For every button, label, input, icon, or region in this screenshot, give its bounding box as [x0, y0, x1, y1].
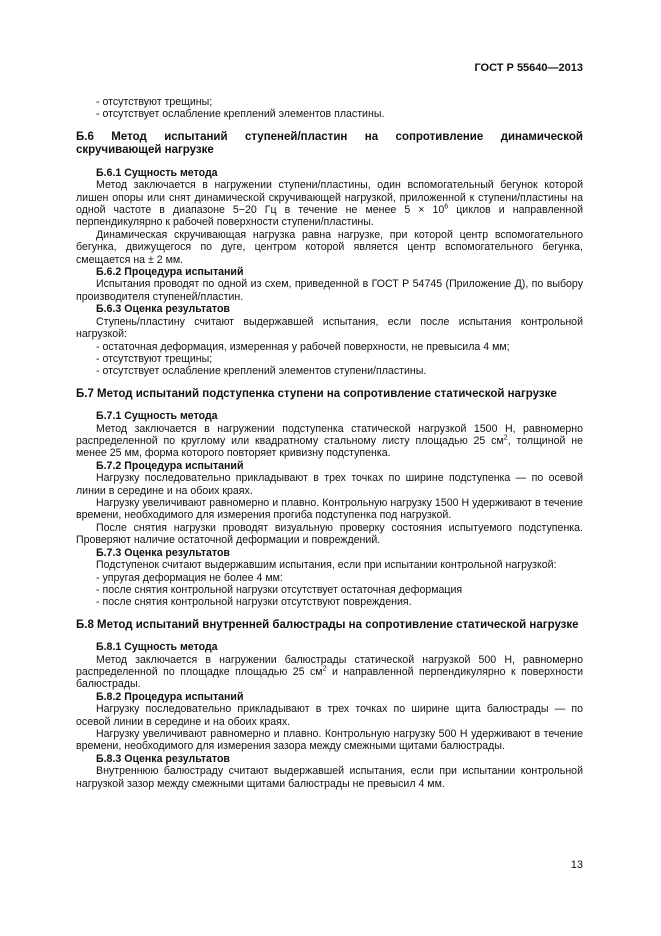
list-item: - упругая деформация не более 4 мм:: [96, 571, 283, 584]
paragraph-text: Метод заключается в нагружении ступени/пластины, один вспомогательный бегунок которой лишен опоры или снят динамической скручивающей нагрузкой, приложенной к ступени/пластины на одной частоте в диапазоне 5−20 Гц в течение не менее 5 × 10: [76, 179, 583, 217]
subsection-heading: Б.6.3 Оценка результатов: [96, 303, 230, 316]
list-item: - остаточная деформация, измеренная у рабочей поверхности, не превысила 4 мм;: [96, 340, 510, 353]
subsection-heading: Б.7.1 Сущность метода: [96, 410, 218, 423]
list-item: - после снятия контрольной нагрузки отсутствуют повреждения.: [96, 596, 412, 609]
paragraph: После снятия нагрузки проводят визуальную проверку состояния испытуемого подступенка. Проверяют наличие остаточной деформации и повреждений.: [76, 521, 583, 547]
list-item: - после снятия контрольной нагрузки отсутствует остаточная деформация: [96, 583, 463, 596]
paragraph-text: Метод заключается в нагружении подступенка статической нагрузкой 1500 Н, равномерно распределенной по круглому или квадратному стальному листу площадью 25 см: [76, 422, 583, 448]
subsection-heading: Б.7.3 Оценка результатов: [96, 546, 230, 559]
superscript: 6: [444, 203, 449, 211]
paragraph: [76, 179, 583, 229]
subsection-heading: Б.8.3 Оценка результатов: [96, 752, 230, 765]
list-item: - отсутствуют трещины;: [96, 352, 213, 365]
paragraph: Нагрузку увеличивают равномерно и плавно. Контрольную нагрузку 1500 Н удерживают в течение времени, необходимого для измерения прогиба подступенка под нагрузкой.: [76, 497, 583, 522]
section-heading: Б.8 Метод испытаний внутренней балюстрады на сопротивление статической нагрузке: [76, 618, 579, 631]
paragraph: Подступенок считают выдержавшим испытания, если при испытании контрольной нагрузкой:: [96, 559, 557, 572]
paragraph-text-tail: циклов и направленной перпендикулярно к рабочей поверхности ступени/пластины.: [76, 204, 583, 229]
superscript: 2: [503, 434, 508, 442]
paragraph: Нагрузку увеличивают равномерно и плавно. Контрольную нагрузку 500 Н удерживают в течение времени, необходимого для измерения зазора между смежными щитами балюстрады.: [76, 728, 583, 753]
list-item: - отсутствуют трещины;: [96, 96, 213, 108]
page-number: 13: [570, 859, 583, 871]
paragraph: Испытания проводят по одной из схем, приведенной в ГОСТ Р 54745 (Приложение Д), по выбору производителя ступеней/пластин.: [76, 278, 583, 303]
list-item: - отсутствует ослабление креплений элементов ступени/пластины.: [96, 365, 427, 378]
paragraph-text: Метод заключается в нагружении балюстрады статической нагрузкой 500 Н, равномерно распределенной по площадке площадью 25 см: [76, 653, 583, 679]
paragraph: Внутреннюю балюстраду считают выдержавшей испытания, если при испытании контрольной нагрузкой зазор между смежными щитами балюстрады не превысил 4 мм.: [76, 765, 583, 790]
paragraph: [76, 654, 583, 691]
superscript: 2: [322, 665, 327, 673]
subsection-heading: Б.8.2 Процедура испытаний: [96, 690, 244, 703]
document-body: [76, 96, 583, 790]
list-item: - отсутствует ослабление креплений элементов пластины.: [96, 108, 385, 121]
paragraph: Ступень/пластину считают выдержавшей испытания, если после испытания контрольной нагрузкой:: [76, 315, 583, 341]
section-heading: Б.6 Метод испытаний ступеней/пластин на сопротивление динамической скручивающей нагрузке: [76, 130, 583, 157]
subsection-heading: Б.7.2 Процедура испытаний: [96, 459, 244, 472]
paragraph-text-tail: , толщиной не менее 25 мм, форма которого повторяет кривизну подступенка.: [76, 435, 583, 460]
document-header-id: ГОСТ Р 55640—2013: [474, 62, 583, 74]
paragraph: Динамическая скручивающая нагрузка равна нагрузке, при которой центр вспомогательного бегунка, движущегося по дуге, центром которой является центр вспомогательного бегунка, смещается на ± 2 мм.: [76, 228, 583, 266]
subsection-heading: Б.8.1 Сущность метода: [96, 641, 218, 654]
paragraph: Нагрузку последовательно прикладывают в трех точках по ширине щита балюстрады — по осевой линии в середине и на обоих краях.: [76, 703, 583, 728]
paragraph-text-tail: и направленной перпендикулярно к поверхности балюстрады.: [76, 666, 583, 691]
section-heading: Б.7 Метод испытаний подступенка ступени на сопротивление статической нагрузке: [76, 387, 557, 400]
paragraph: Нагрузку последовательно прикладывают в трех точках по ширине подступенка — по осевой линии в середине и на обоих краях.: [76, 472, 583, 497]
subsection-heading: Б.6.1 Сущность метода: [96, 166, 218, 179]
paragraph: [76, 423, 583, 460]
subsection-heading: Б.6.2 Процедура испытаний: [96, 266, 244, 279]
